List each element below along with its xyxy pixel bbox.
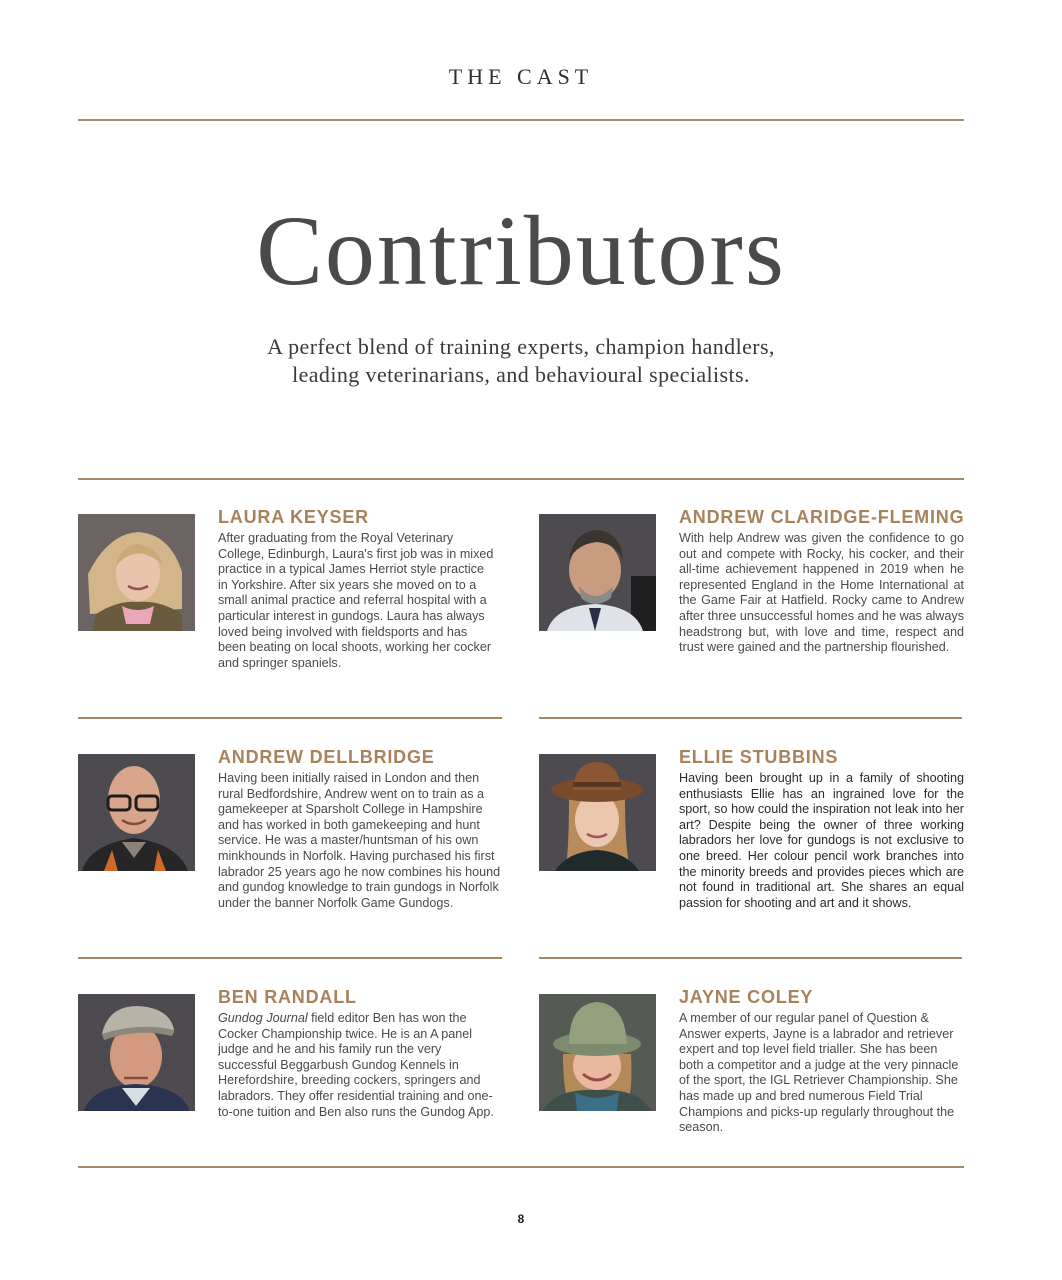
row-rule-right <box>539 957 962 959</box>
subtitle-line-1: A perfect blend of training experts, champion handlers, <box>267 334 775 359</box>
publication-title: Gundog Journal <box>218 1011 308 1025</box>
contributor-name: LAURA KEYSER <box>218 507 369 527</box>
portrait-image <box>539 754 656 871</box>
page-title: Contributors <box>256 195 786 306</box>
header-rule <box>78 119 964 121</box>
footer-rule <box>78 1166 964 1168</box>
contributor-bio: With help Andrew was given the confidence to go out and compete with Rocky, his cocker, and their all-time achievement happened in 2019 when he represented England in the Home International at the Game Fair at Hatfield. Rocky came to Andrew after three unsuccessful homes and he was always headstrong but, with love and time, respect and trust were gained and the partnership flourished. <box>679 531 964 655</box>
portrait-jayne-coley <box>539 994 656 1111</box>
contributor-bio: Having been initially raised in London and then rural Bedfordshire, Andrew went on to train as a gamekeeper at Sparsholt College in Hampshire and has worked in both gamekeeping and hunt service. He was a master/huntsman of his own minkhounds in Norfolk. Having purchased his first labrador 25 years ago he now combines his hound and gundog knowledge to train gundogs in Norfolk under the banner Norfolk Game Gundogs. <box>218 771 501 910</box>
portrait-andrew-dellbridge <box>78 754 195 871</box>
subtitle-line-2: leading veterinarians, and behavioural specialists. <box>292 362 750 387</box>
portrait-image <box>78 754 195 871</box>
section-kicker: THE CAST <box>448 64 594 89</box>
contributor-bio: A member of our regular panel of Question & Answer experts, Jayne is a labrador and retriever expert and top level field trialler. She has been both a competitor and a judge at the very pinnacle of the sport, the IGL Retriever Championship. She has made up and bred numerous Field Trial Champions and picks-up regularly throughout the season. <box>679 1011 959 1135</box>
portrait-image <box>78 514 195 631</box>
row-rule-left <box>78 957 502 959</box>
portrait-ben-randall <box>78 994 195 1111</box>
contributor-name: ELLIE STUBBINS <box>679 747 839 767</box>
contributor-bio-text: field editor Ben has won the Cocker Championship twice. He is an A panel judge and he and his family run the very successful Beggarbush Gundog Kennels in Herefordshire, breeding cockers, springers and labradors. They offer residential training and one-to-one tuition and Ben also runs the Gundog App. <box>218 1011 494 1119</box>
contributor-bio: After graduating from the Royal Veterinary College, Edinburgh, Laura's first job was in mixed practice in a typical James Herriot style practice in Yorkshire. After six years she moved on to a small animal practice and referral hospital with a particular interest in gundogs. Laura has always loved being involved with fieldsports and has been beating on local shoots, working her cocker and springer spaniels. <box>218 531 494 670</box>
page-subtitle <box>0 333 1042 389</box>
portrait-laura-keyser <box>78 514 195 631</box>
row-rule-left <box>78 717 502 719</box>
page-number: 8 <box>517 1212 525 1226</box>
portrait-image <box>78 994 195 1111</box>
contributor-name: ANDREW DELLBRIDGE <box>218 747 435 767</box>
contributor-name: BEN RANDALL <box>218 987 357 1007</box>
portrait-andrew-claridge-fleming <box>539 514 656 631</box>
contributor-bio: Having been brought up in a family of shooting enthusiasts Ellie has an ingrained love for the sport, so how could the inspiration not leak into her art? Despite being the owner of three working labradors her love for gundogs is not exclusive to one breed. Her colour pencil work branches into the minority breeds and provides pieces which are not found in traditional art. She shares an equal passion for shooting and art and it shows. <box>679 771 964 910</box>
contributor-name: ANDREW CLARIDGE-FLEMING <box>679 507 965 527</box>
section-rule <box>78 478 964 480</box>
portrait-image <box>539 994 656 1111</box>
row-rule-right <box>539 717 962 719</box>
contributor-name: JAYNE COLEY <box>679 987 814 1007</box>
portrait-image <box>539 514 656 631</box>
contributor-bio <box>218 1011 494 1120</box>
portrait-ellie-stubbins <box>539 754 656 871</box>
